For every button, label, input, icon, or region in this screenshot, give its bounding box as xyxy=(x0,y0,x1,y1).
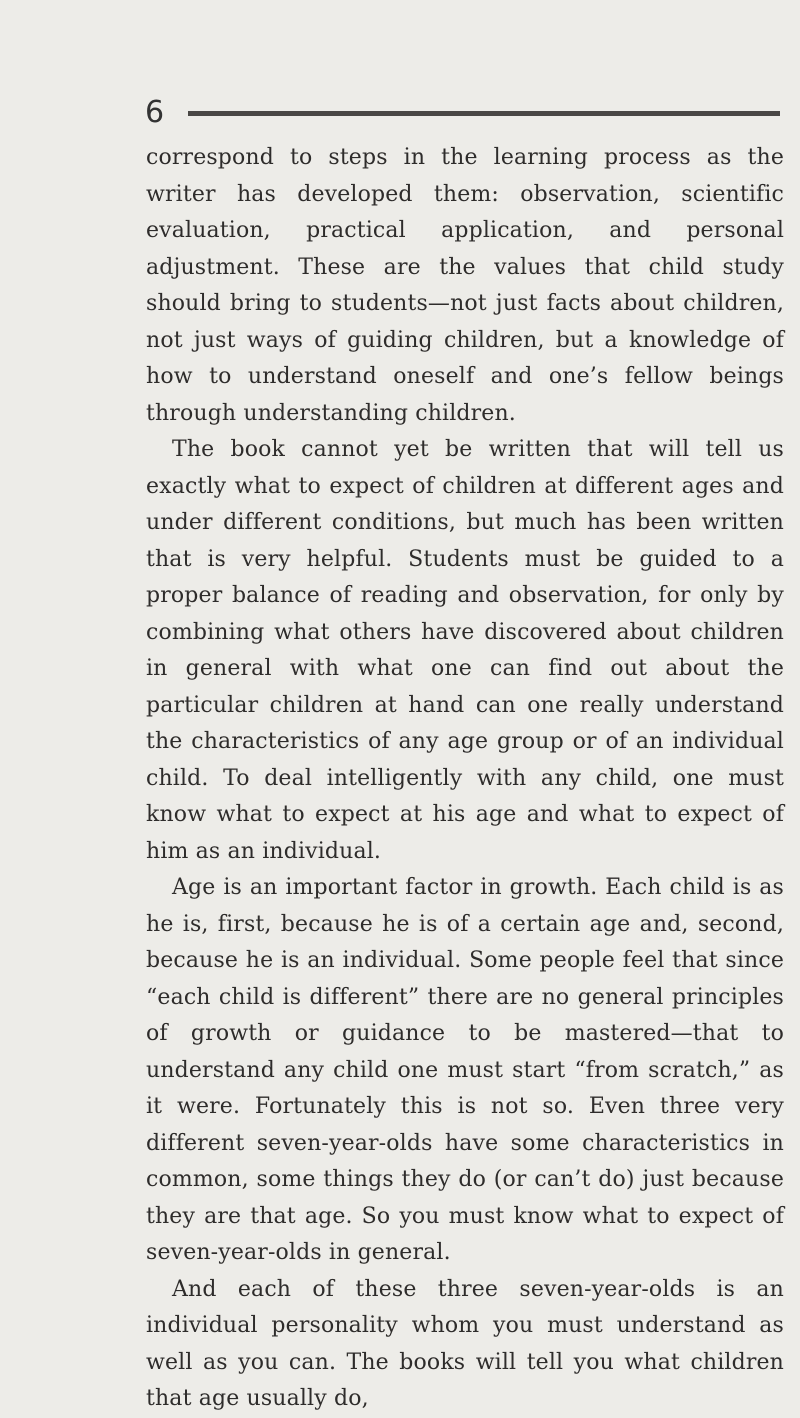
header-rule xyxy=(188,111,780,116)
paragraph-4: And each of these three seven-year-olds is an individual personality whom you must understand as well as you can. The books will tell you what children that age usually do, xyxy=(146,1276,784,1411)
body-text xyxy=(146,140,784,1418)
paragraph-3: Age is an important factor in growth. Each child is as he is, first, because he is of a certain age and, second, because he is an individual. Some people feel that since “each child is different” there are no general principles of growth or guidance to be mastered—that to understand any child one must start “from scratch,” as it were. Fortunately this is not so. Even three very different seven-year-olds have some characteristics in common, some things they do (or can’t do) just because they are that age. So you must know what to expect of seven-year-olds in general. xyxy=(146,875,784,1265)
paragraph-2: The book cannot yet be written that will tell us exactly what to expect of children at different ages and under different conditions, but much has been written that is very helpful. Students must be guided to a proper balance of reading and observation, for only by combining what others have discovered about children in general with what one can find out about the particular children at hand can one really understand the characteristics of any age group or of an individual child. To deal intelligently with any child, one must know what to expect at his age and what to expect of him as an individual. xyxy=(146,437,784,864)
paragraph-1: correspond to steps in the learning process as the writer has developed them: observation, scientific evaluation, practical application, and personal adjustment. These are the values that child study should bring to students—not just facts about children, not just ways of guiding children, but a knowledge of how to understand oneself and one’s fellow beings through understanding children. xyxy=(146,145,784,426)
page-number: 6 xyxy=(145,95,165,130)
